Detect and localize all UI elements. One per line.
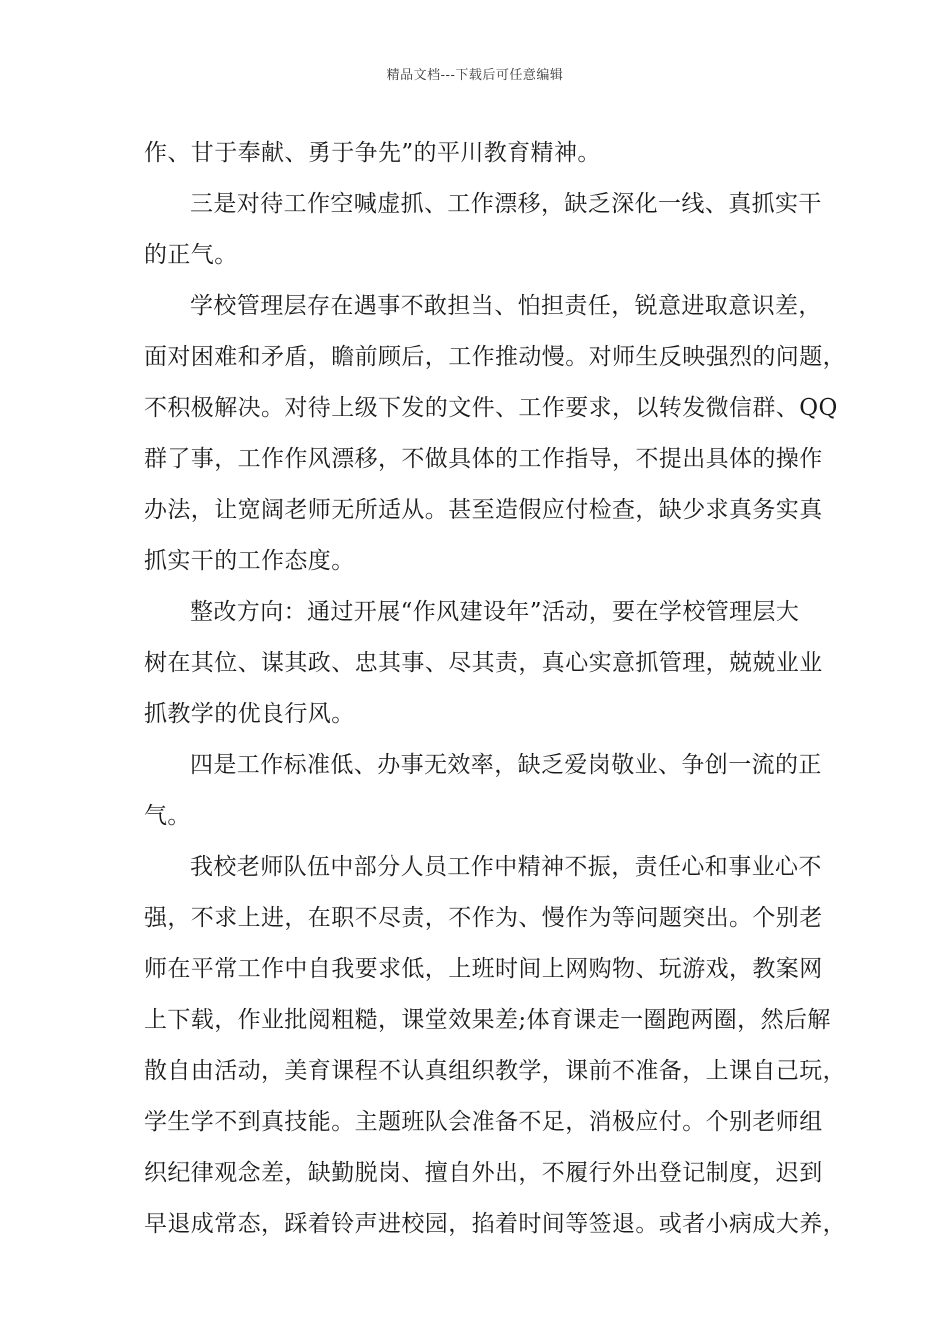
text-line: 树在其位、谋其政、忠其事、尽其责，真心实意抓管理，兢兢业业 <box>144 650 823 676</box>
text-line: 早退成常态，踩着铃声进校园，掐着时间等签退。或者小病成大养， <box>144 1211 846 1237</box>
text-line: 面对困难和矛盾，瞻前顾后，工作推动慢。对师生反映强烈的问题， <box>144 344 846 370</box>
text-line: 强，不求上进，在职不尽责，不作为、慢作为等问题突出。个别老 <box>144 905 823 931</box>
paragraph-start-line: 三是对待工作空喊虚抓、工作漂移，缺乏深化一线、真抓实干 <box>190 191 822 217</box>
text-line: 散自由活动，美育课程不认真组织教学，课前不准备，上课自己玩， <box>144 1058 846 1084</box>
document-body <box>144 128 846 1250</box>
text-line: 抓教学的优良行风。 <box>144 701 355 727</box>
text-line: 办法，让宽阔老师无所适从。甚至造假应付检查，缺少求真务实真 <box>144 497 823 523</box>
text-line: 织纪律观念差，缺勤脱岗、擅自外出，不履行外出登记制度，迟到 <box>144 1160 823 1186</box>
paragraph-start-line: 我校老师队伍中部分人员工作中精神不振，责任心和事业心不 <box>190 854 822 880</box>
text-line: 气。 <box>144 803 191 829</box>
paragraph-start-line: 学校管理层存在遇事不敢担当、怕担责任，锐意进取意识差， <box>190 293 822 319</box>
text-line: 的正气。 <box>144 242 238 268</box>
text-line: 学生学不到真技能。主题班队会准备不足，消极应付。个别老师组 <box>144 1109 823 1135</box>
text-line: 师在平常工作中自我要求低，上班时间上网购物、玩游戏，教案网 <box>144 956 823 982</box>
paragraph-start-line: 四是工作标准低、办事无效率，缺乏爱岗敬业、争创一流的正 <box>190 752 822 778</box>
text-line: 群了事，工作作风漂移，不做具体的工作指导，不提出具体的操作 <box>144 446 823 472</box>
text-line: 不积极解决。对待上级下发的文件、工作要求，以转发微信群、QQ <box>144 395 838 421</box>
paragraph-start-line: 整改方向：通过开展“作风建设年”活动，要在学校管理层大 <box>190 599 800 625</box>
text-line: 上下载，作业批阅粗糙，课堂效果差;体育课走一圈跑两圈，然后解 <box>144 1007 831 1033</box>
text-line: 作、甘于奉献、勇于争先”的平川教育精神。 <box>144 140 601 166</box>
text-line: 抓实干的工作态度。 <box>144 548 355 574</box>
page-header: 精品文档---下载后可任意编辑 <box>386 68 564 83</box>
